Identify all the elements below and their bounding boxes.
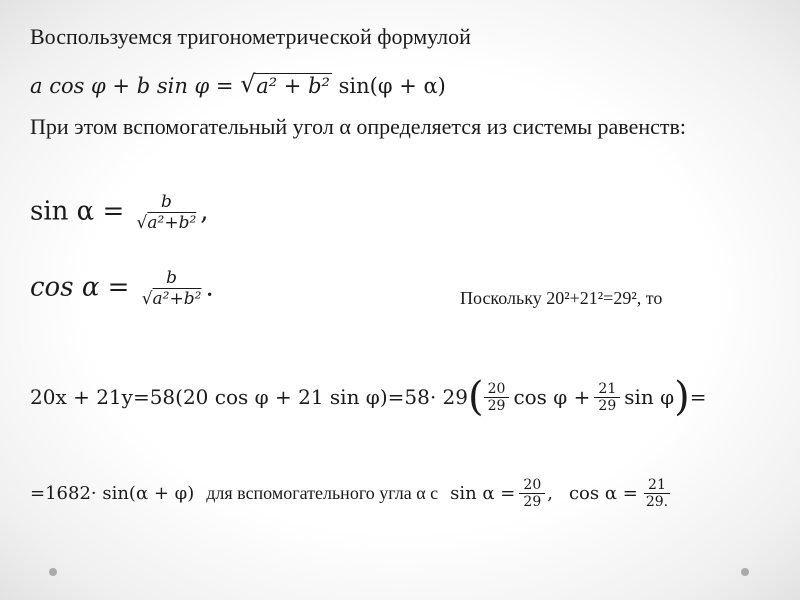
result-middle: для вспомогательного угла α c	[206, 483, 439, 503]
sqrt-expression	[240, 70, 332, 98]
result-comma: ,	[547, 483, 553, 504]
cos-denominator: √a²+b²	[141, 289, 202, 309]
result-line	[30, 477, 672, 510]
substitution-line	[30, 374, 707, 420]
result-start: =1682· sin(α + φ)	[30, 483, 195, 504]
decorative-dot-right	[741, 568, 749, 576]
result-cos-den: 29.	[645, 494, 669, 510]
cos-numerator: b	[162, 268, 181, 289]
frac2-denominator: 29	[598, 397, 617, 414]
frac2-numerator: 21	[594, 381, 620, 398]
result-cos-lhs: cos α =	[568, 483, 638, 504]
since-statement	[460, 288, 662, 309]
since-equation: 20²+21²=29², то	[546, 288, 663, 308]
cos-tail: .	[205, 272, 214, 303]
cos-denominator-text: a²+b²	[152, 289, 202, 309]
frac1-denominator: 29	[487, 397, 506, 414]
sin-tail: ,	[200, 196, 209, 227]
result-cos-num: 21	[644, 477, 670, 494]
cos-fraction	[138, 268, 206, 309]
explanation-paragraph: При этом вспомогательный угол α определяется из системы равенств:	[30, 114, 686, 139]
result-sin-den: 29	[523, 494, 542, 510]
since-word: Поскольку	[460, 288, 542, 308]
sin-fraction	[133, 192, 201, 233]
cos-lhs: cos α =	[30, 272, 130, 303]
left-paren: (	[468, 374, 484, 420]
substitution-mid: cos φ +	[513, 385, 591, 409]
result-sin-fraction	[519, 477, 545, 510]
sin-denominator-text: a²+b²	[147, 213, 197, 233]
cos-alpha-equation	[30, 268, 214, 309]
sin-lhs: sin α =	[30, 196, 125, 227]
slide-title: Воспользуемся тригонометрической формулой	[30, 24, 471, 49]
sqrt-content: a² + b²	[256, 74, 330, 98]
sin-numerator: b	[157, 192, 176, 213]
substitution-eq: =	[689, 385, 707, 409]
identity-lhs: a cos φ + b sin φ =	[30, 74, 234, 98]
trig-identity-formula	[30, 70, 446, 98]
frac-20-29	[484, 381, 510, 414]
decorative-dot-left	[49, 568, 57, 576]
result-sin-num: 20	[519, 477, 545, 494]
sin-denominator: √a²+b²	[136, 213, 197, 233]
result-sin-lhs: sin α =	[450, 483, 516, 504]
right-paren: )	[674, 374, 690, 420]
frac-21-29	[594, 381, 620, 414]
frac1-numerator: 20	[484, 381, 510, 398]
substitution-start: 20x + 21y=58(20 cos φ + 21 sin φ)=58· 29	[30, 385, 468, 409]
identity-rhs: sin(φ + α)	[338, 74, 446, 98]
radical-sign: √	[240, 70, 256, 98]
sin-alpha-equation	[30, 192, 209, 233]
substitution-end: sin φ	[624, 385, 675, 409]
result-cos-fraction	[642, 477, 672, 510]
